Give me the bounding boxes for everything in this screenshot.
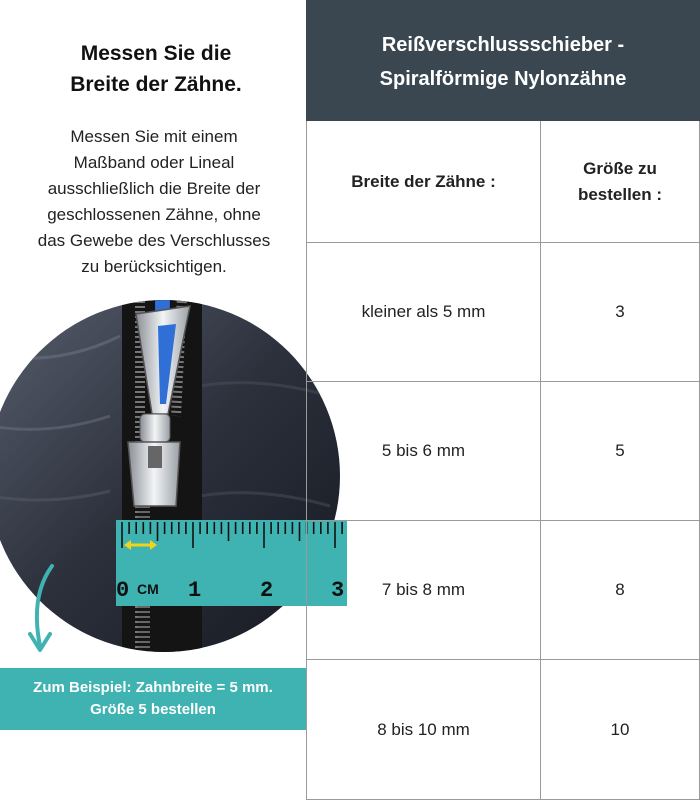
size-table [306,0,700,800]
column-header-size-line-2: bestellen : [577,184,663,204]
heading-line-2: Breite der Zähne. [70,73,242,96]
table-cell-size: 3 [540,243,700,382]
instruction-line: das Gewebe des Verschlusses [37,231,271,250]
example-line-1: Zum Beispiel: Zahnbreite = 5 mm. [33,679,273,696]
example-banner [0,668,306,730]
instruction-line: zu berücksichtigen. [81,257,227,276]
example-line-2: Größe 5 bestellen [90,701,216,718]
instruction-text [4,124,304,280]
ruler-label-1: 1 [188,578,202,603]
instruction-line: geschlossenen Zähne, ohne [47,205,261,224]
heading-line-1: Messen Sie die [80,42,232,65]
table-cell-size: 5 [540,382,700,521]
instruction-line: Maßband oder Lineal [73,153,235,172]
table-cell-width: 5 bis 6 mm [306,382,540,521]
table-cell-width: kleiner als 5 mm [306,243,540,382]
table-cell-width: 7 bis 8 mm [306,521,540,660]
ruler-label-3: 3 [331,578,345,603]
instruction-line: Messen Sie mit einem [70,127,238,146]
table-title [306,0,700,121]
ruler-unit: CM [137,581,159,597]
table-title-line-2: Spiralförmige Nylonzähne [379,68,627,90]
instruction-panel [0,0,345,800]
column-header-size-line-1: Größe zu [583,158,657,178]
column-header-size [540,121,700,243]
column-header-width-label: Breite der Zähne : [351,171,496,191]
jacket-photo [0,296,340,666]
table-cell-size: 10 [540,660,700,800]
ruler-label-0: 0 [116,578,130,603]
instruction-heading [8,38,304,100]
column-header-width [306,121,540,243]
instruction-line: ausschließlich die Breite der [47,179,261,198]
zipper-measurement-photo [0,296,345,666]
table-title-line-1: Reißverschlussschieber - [381,34,625,56]
table-cell-size: 8 [540,521,700,660]
table-cell-width: 8 bis 10 mm [306,660,540,800]
ruler-label-2: 2 [260,578,274,603]
